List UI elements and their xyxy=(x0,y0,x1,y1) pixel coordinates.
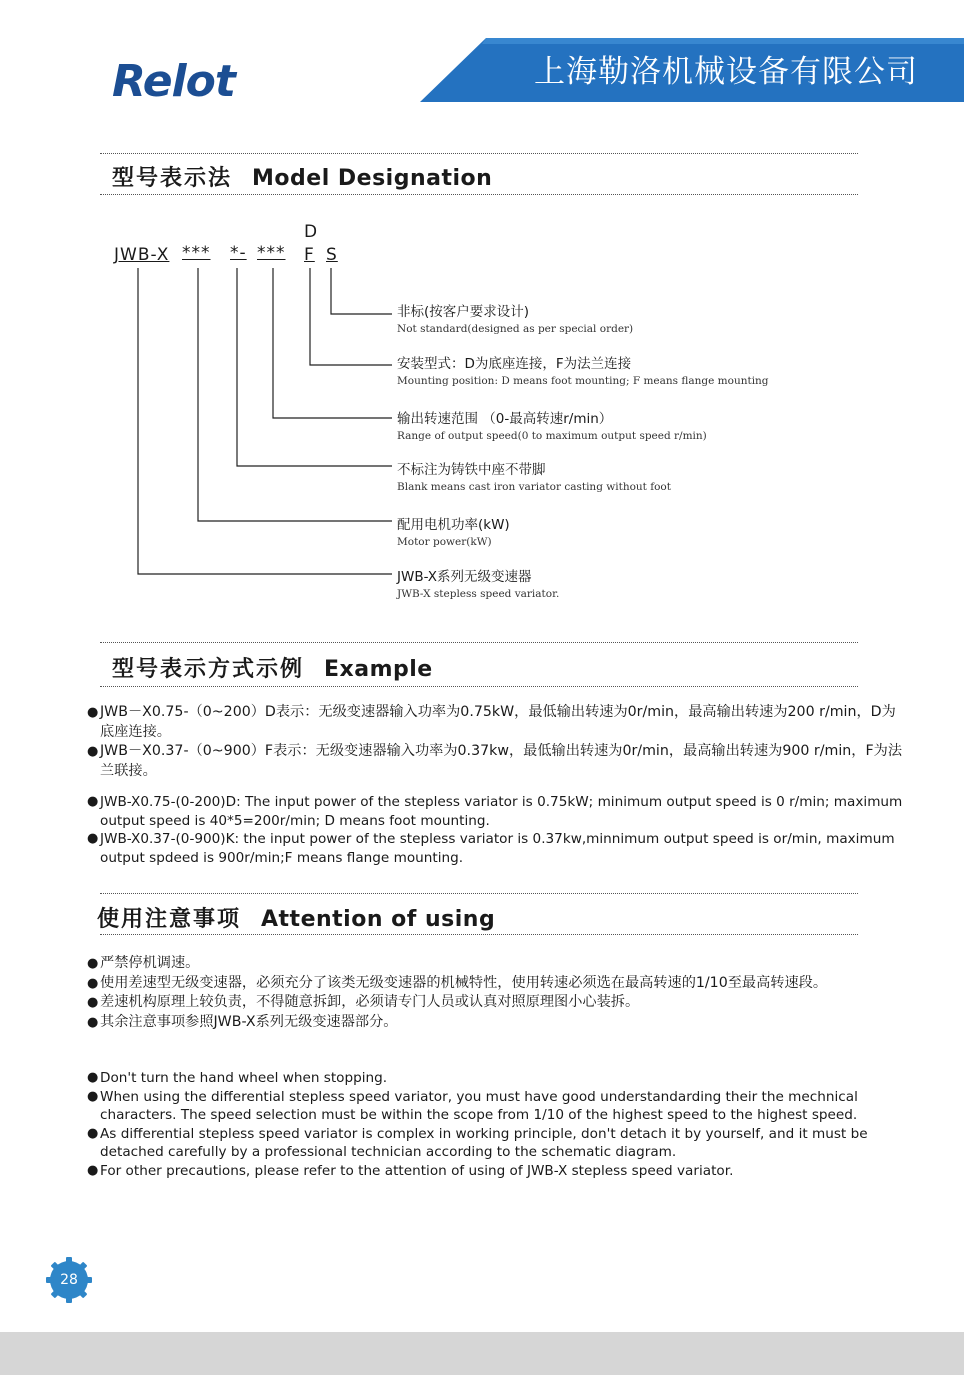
legend-item-mounting: 安装型式：D为底座连接，F为法兰连接 Mounting position: D means foot mounting; F means flange mounting xyxy=(397,356,769,387)
list-item: ● Don't turn the hand wheel when stopping. xyxy=(87,1070,388,1086)
example-en-list xyxy=(87,793,907,867)
list-item: ● 严禁停机调速。 xyxy=(87,955,200,971)
code-power: *** xyxy=(182,243,211,263)
list-item: ● JWB－X0.75-（0~200）D表示：无级变速器输入功率为0.75kW，最低输出转速为0r/min，最高输出转速为200 r/min，D为底座连接。 xyxy=(87,704,896,740)
divider xyxy=(100,893,858,894)
list-item: ● JWB-X0.75-(0-200)D: The input power of the stepless variator is 0.75kW; minimum output speed is 0 r/min; maximum output speed is 40*5=200r/min; D means foot mounting. xyxy=(87,794,903,829)
example-cn-list xyxy=(87,703,907,781)
company-name: 上海勒洛机械设备有限公司 xyxy=(534,54,918,90)
legend-item-motor-power: 配用电机功率(kW) Motor power(kW) xyxy=(397,517,510,548)
page-number: 28 xyxy=(60,1272,78,1288)
section-title-example: 型号表示方式示例 Example xyxy=(112,657,433,682)
divider xyxy=(100,686,858,687)
divider xyxy=(100,642,858,643)
code-mount-f: F xyxy=(304,245,315,265)
list-item: ● When using the differential stepless speed variator, you must have good understandarding their the mechnical characters. The speed selection must be within the scope from 1/10 of the highest speed to the highest speed. xyxy=(87,1088,858,1123)
list-item: ● JWB-X0.37-(0-900)K: the input power of the stepless variator is 0.37kw,minnimum output speed is or/min, maximum output spdeed is 900r/min;F means flange mounting. xyxy=(87,831,895,866)
list-item: ● As differential stepless speed variator is complex in working principle, don't detach it by yourself, and it must be detached carefully by a professional technician according to the schematic diagram. xyxy=(87,1125,868,1160)
code-mount-d: D xyxy=(304,222,319,242)
legend-item-series: JWB-X系列无级变速器 JWB-X stepless speed variator. xyxy=(397,569,560,600)
title-en: Model Designation xyxy=(252,166,493,191)
legend-item-standard: 非标(按客户要求设计) Not standard(designed as per special order) xyxy=(397,304,634,335)
legend-item-speed-range: 输出转速范围 （0-最高转速r/min） Range of output speed(0 to maximum output speed r/min) xyxy=(397,411,707,442)
list-item: ● For other precautions, please refer to the attention of using of JWB-X stepless speed variator. xyxy=(87,1162,734,1179)
title-cn: 型号表示法 xyxy=(112,166,233,191)
divider xyxy=(100,934,858,935)
relot-logo: Relot xyxy=(112,56,235,107)
code-prefix: JWB-X xyxy=(114,245,170,265)
list-item: ● 差速机构原理上较负责，不得随意拆卸，必须请专门人员或认真对照原理图小心装拆。 xyxy=(87,994,640,1010)
attention-cn-list xyxy=(87,954,907,1032)
legend-item-base: 不标注为铸铁中座不带脚 Blank means cast iron variator casting without foot xyxy=(397,462,671,493)
list-item: ● 其余注意事项参照JWB-X系列无级变速器部分。 xyxy=(87,1013,398,1030)
code-speed: *** xyxy=(257,243,286,263)
scan-bottom-edge xyxy=(0,1332,964,1375)
list-item: ● 使用差速型无级变速器，必须充分了该类无级变速器的机械特性，使用转速必须选在最高转速的1/10至最高转速段。 xyxy=(87,974,828,991)
list-item: ● JWB－X0.37-（0~900）F表示：无级变速器输入功率为0.37kw，最低输出转速为0r/min，最高输出转速为900 r/min，F为法兰联接。 xyxy=(87,743,903,779)
code-base: *- xyxy=(230,243,247,263)
attention-en-list xyxy=(87,1069,917,1180)
code-standard: S xyxy=(326,245,338,265)
section-title-attention: 使用注意事项 Attention of using xyxy=(97,907,496,932)
